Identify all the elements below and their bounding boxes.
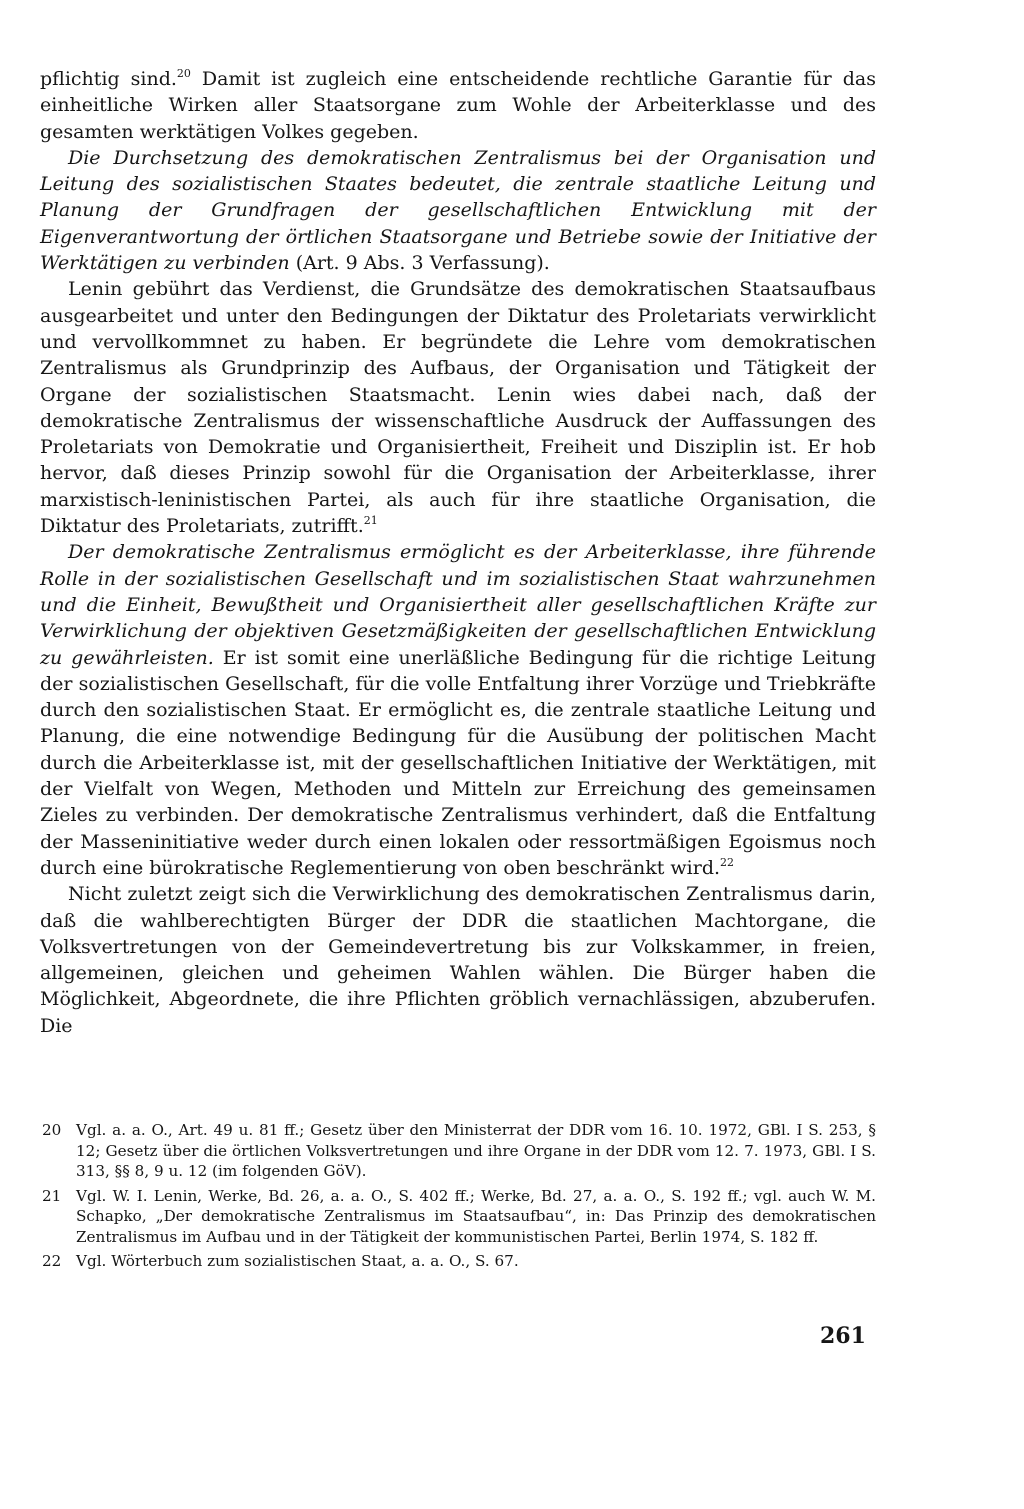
footnote-ref[interactable]: 20: [176, 67, 191, 80]
footnote: [40, 1120, 876, 1182]
paragraph: [40, 276, 876, 539]
paragraph: [40, 881, 876, 1039]
paragraph-text: Lenin gebührt das Verdienst, die Grundsätze des demokratischen Staatsaufbaus ausgearbeitet und unter den Bedingungen der Diktatur des Proletariats verwirklicht und vervollkommnet zu haben. Er begründete die Lehre vom demokratischen Zentralismus als Grundprinzip des Aufbaus, der Organisation und Tätigkeit der Organe der sozialistischen Staatsmacht. Lenin wies dabei nach, daß der demokratische Zentralismus der wissenschaftliche Ausdruck der Auffassungen des Proletariats von Demokratie und Organisiertheit, Freiheit und Disziplin ist. Er hob hervor, daß dieses Prinzip sowohl für die Organisation der Arbeiterklasse, ihrer marxistisch-leninistischen Partei, als auch für ihre staatliche Organisation, die Diktatur des Proletariats, zutrifft.: [40, 278, 876, 538]
paragraph-text: Nicht zuletzt zeigt sich die Verwirklichung des demokratischen Zentralismus darin, daß die wahlberechtigten Bürger der DDR die staatlichen Machtorgane, die Volksvertretungen von der Gemeindevertretung bis zur Volkskammer, in freien, allgemeinen, gleichen und geheimen Wahlen wählen. Die Bürger haben die Möglichkeit, Abgeordnete, die ihre Pflichten gröblich vernachlässigen, abzuberufen. Die: [40, 883, 876, 1037]
paragraph: [40, 66, 876, 145]
emphasized-text: Der demokratische Zentralismus ermöglicht es der Arbeiterklasse, ihre führende Rolle in der sozialistischen Gesellschaft und im sozialistischen Staat wahrzunehmen und die Einheit, Bewußtheit und Organisiertheit aller gesellschaftlichen Kräfte zur Verwirklichung der objektiven Gesetzmäßigkeiten der gesellschaftlichen Entwicklung zu gewährleisten.: [40, 541, 876, 669]
page-number: 261: [820, 1323, 866, 1349]
footnote-text: Vgl. a. a. O., Art. 49 u. 81 ff.; Gesetz über den Ministerrat der DDR vom 16. 10. 1972, GBl. I S. 253, § 12; Gesetz über die örtlichen Volksvertretungen und ihre Organe in der DDR vom 12. 7. 1973, GBl. I S. 313, §§ 8, 9 u. 12 (im folgenden GöV).: [76, 1121, 876, 1180]
footnotes: [40, 1120, 876, 1276]
emphasized-text: Die Durchsetzung des demokratischen Zentralismus bei der Organisation und Leitung des sozialistischen Staates bedeutet, die zentrale staatliche Leitung und Planung der Grundfragen der gesellschaftlichen Entwicklung mit der Eigenverantwortung der örtlichen Staatsorgane und Betriebe sowie der Initiative der Werktätigen zu verbinden: [40, 146, 876, 275]
footnote-number: 20: [42, 1121, 62, 1139]
paragraph-text: Er ist somit eine unerläßliche Bedingung für die richtige Leitung der sozialistischen Gesellschaft, für die volle Entfaltung ihrer Vorzüge und Triebkräfte durch den sozialistischen Staat. Er ermöglicht es, die zentrale staatliche Leitung und Planung, die eine notwendige Bedingung für die Ausübung der politischen Macht durch die Arbeiterklasse ist, mit der gesellschaftlichen Initiative der Werktätigen, mit der Vielfalt von Wegen, Methoden und Mitteln zur Erreichung des gemeinsamen Zieles zu verbinden. Der demokratische Zentralismus verhindert, daß die Entfaltung der Masseninitiative weder durch einen lokalen oder ressortmäßigen Egoismus noch durch eine bürokratische Reglementierung von oben beschränkt wird.: [40, 646, 876, 879]
paragraph: [40, 539, 876, 881]
paragraph-text: (Art. 9 Abs. 3 Verfassung).: [289, 252, 550, 275]
footnote-number: 22: [42, 1252, 62, 1270]
footnote-number: 21: [42, 1186, 62, 1205]
footnote: [40, 1251, 876, 1272]
paragraph: [40, 145, 876, 276]
body-text: [40, 66, 876, 1039]
paragraph-text: Damit ist zugleich eine entscheidende rechtliche Garantie für das einheitliche Wirken aller Staatsorgane zum Wohle der Arbeiterklasse und des gesamten werktätigen Volkes gegeben.: [40, 68, 876, 143]
footnote-ref[interactable]: 21: [363, 514, 378, 528]
paragraph-text: pflichtig sind.: [40, 68, 177, 90]
footnote-text: Vgl. Wörterbuch zum sozialistischen Staat, a. a. O., S. 67.: [76, 1252, 519, 1270]
footnote-text: Vgl. W. I. Lenin, Werke, Bd. 26, a. a. O., S. 402 ff.; Werke, Bd. 27, a. a. O., S. 192 ff.; vgl. auch W. M. Schapko, „Der demokratische Zentralismus im Staatsaufbau“, in: Das Prinzip des demokratischen Zentralismus im Aufbau und in der Tätigkeit der kommunistischen Partei, Berlin 1974, S. 182 ff.: [76, 1186, 876, 1246]
footnote-ref[interactable]: 22: [720, 855, 735, 869]
footnote: [40, 1186, 876, 1248]
